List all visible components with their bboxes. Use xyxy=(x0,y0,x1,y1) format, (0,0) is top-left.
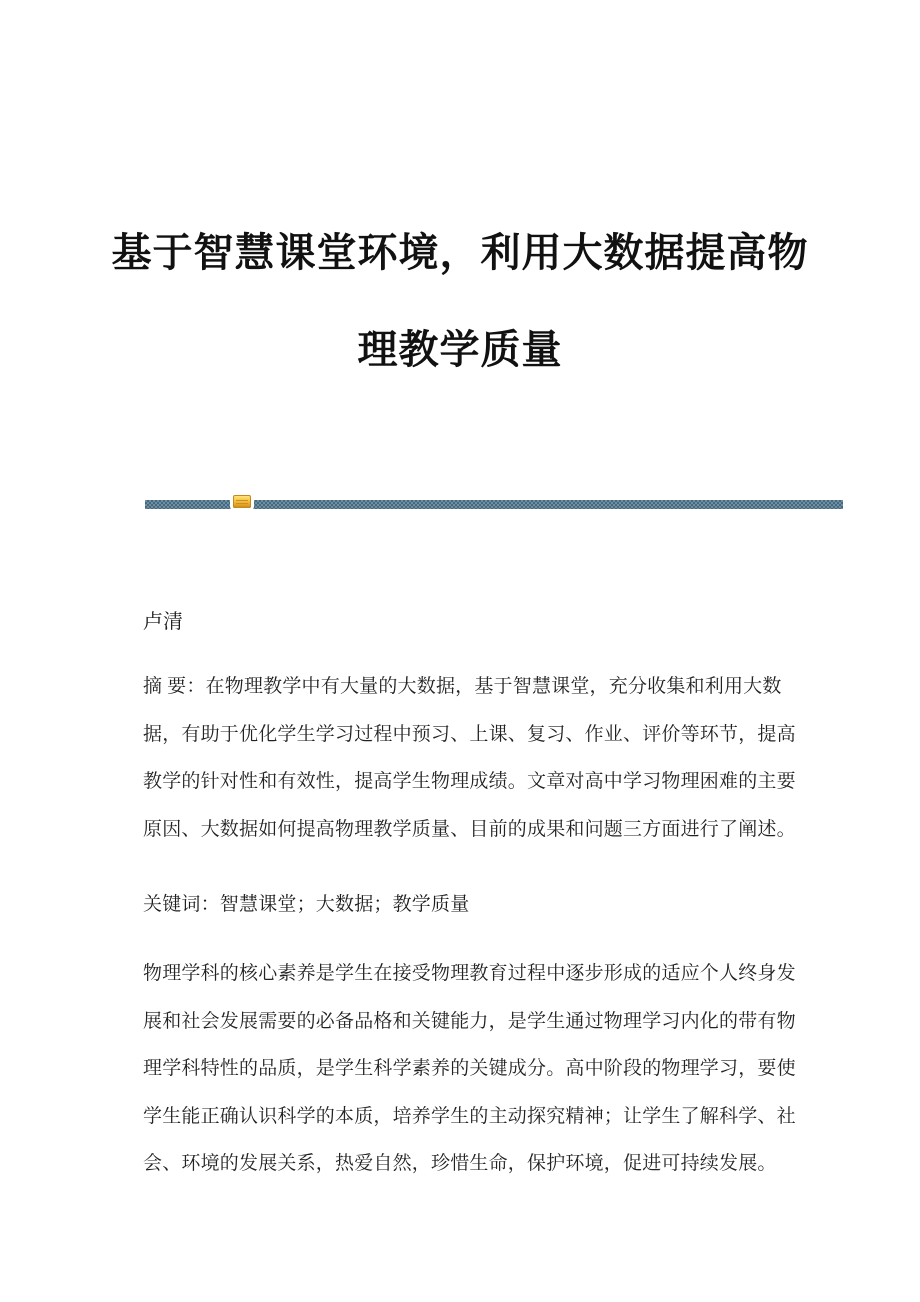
body-line: 会、环境的发展关系，热爱自然，珍惜生命，保护环境，促进可持续发展。 xyxy=(143,1153,777,1174)
body-line: 物理学科的核心素养是学生在接受物理教育过程中逐步形成的适应个人终身发 xyxy=(143,963,796,984)
title-line-1: 基于智慧课堂环境，利用大数据提高物 xyxy=(111,230,809,275)
keywords-line: 关键词：智慧课堂；大数据；教学质量 xyxy=(143,894,470,915)
body-line: 学生能正确认识科学的本质，培养学生的主动探究精神；让学生了解科学、社 xyxy=(143,1105,796,1127)
abstract-line: 摘 要：在物理教学中有大量的大数据，基于智慧课堂，充分收集和利用大数 xyxy=(143,676,782,697)
title-line-2: 理教学质量 xyxy=(357,327,563,372)
body-line: 展和社会发展需要的必备品格和关键能力，是学生通过物理学习内化的带有物 xyxy=(143,1010,796,1032)
body-paragraph xyxy=(143,950,803,1188)
abstract-paragraph xyxy=(143,663,803,853)
abstract-line: 据，有助于优化学生学习过程中预习、上课、复习、作业、评价等环节，提高 xyxy=(143,723,796,745)
envelope-icon xyxy=(233,495,251,508)
author-name: 卢清 xyxy=(143,611,183,633)
abstract-line: 原因、大数据如何提高物理教学质量、目前的成果和问题三方面进行了阐述。 xyxy=(143,818,796,840)
body-line: 理学科特性的品质，是学生科学素养的关键成分。高中阶段的物理学习，要使 xyxy=(143,1058,796,1079)
abstract-line: 教学的针对性和有效性，提高学生物理成绩。文章对高中学习物理困难的主要 xyxy=(143,771,796,792)
page-title xyxy=(0,204,920,398)
